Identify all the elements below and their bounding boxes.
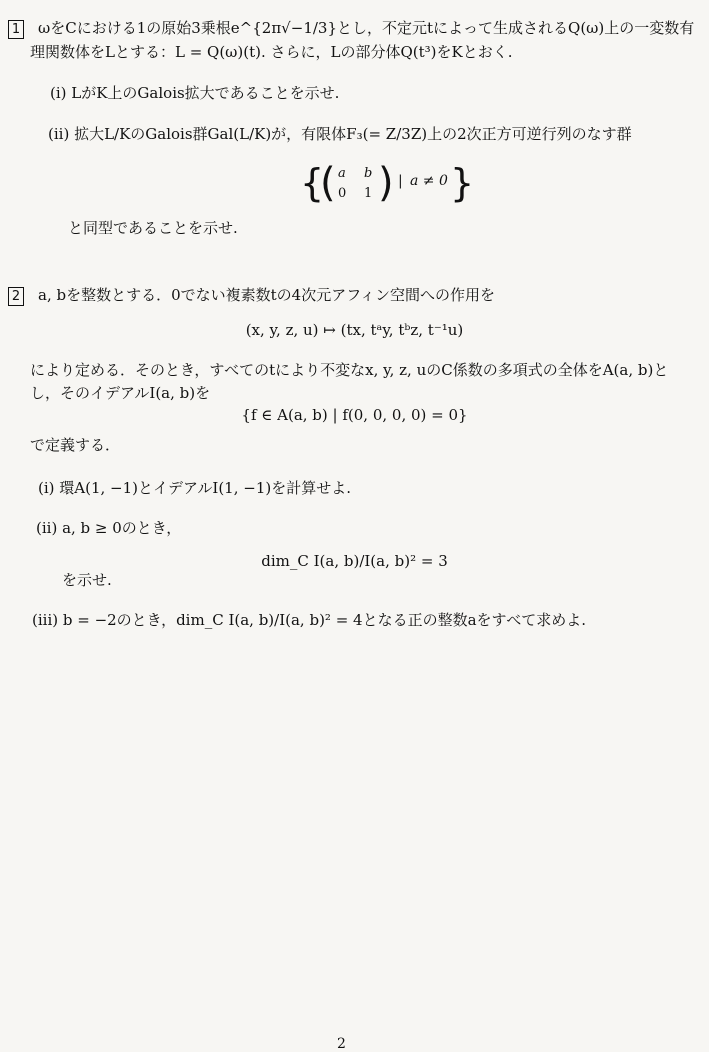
- set-condition: a ≠ 0: [410, 173, 448, 189]
- problem-1-first-line: [8, 18, 694, 39]
- matrix-entry-c: 0: [338, 186, 347, 201]
- matrix-entry-a: a: [338, 166, 346, 181]
- left-brace: {: [300, 161, 325, 205]
- problem-2-number: 2: [8, 287, 24, 306]
- problem-2-first-line: [8, 285, 495, 306]
- ideal-definition: {f ∈ A(a, b) | f(0, 0, 0, 0) = 0}: [241, 406, 468, 424]
- problem-2-statement-line-4: で定義する．: [30, 436, 121, 454]
- problem-1-part-ii: (ii) 拡大L/KのGalois群Gal(L/K)が，有限体F₃(= Z/3Z)上の2次正方可逆行列のなす群: [48, 125, 632, 143]
- problem-2-part-ii: (ii) a, b ≥ 0のとき，: [36, 519, 182, 537]
- matrix-entry-b: b: [364, 166, 373, 181]
- left-paren: (: [320, 160, 336, 206]
- problem-1-statement-line-2: 理関数体をLとする：L = Q(ω)(t). さらに，Lの部分体Q(t³)をKとおく.: [30, 43, 513, 61]
- problem-2-part-iii: (iii) b = −2のとき，dim_C I(a, b)/I(a, b)² = 4となる正の整数aをすべて求めよ.: [32, 611, 586, 629]
- action-formula: (x, y, z, u) ↦ (tx, tᵃy, tᵇz, t⁻¹u): [245, 321, 464, 339]
- right-brace: }: [450, 161, 475, 205]
- problem-1-number: 1: [8, 20, 24, 39]
- problem-2-statement-line-1: a, bを整数とする．0でない複素数tの4次元アフィン空間への作用を: [38, 286, 495, 304]
- problem-1-part-i: (i) LがK上のGalois拡大であることを示せ.: [50, 84, 340, 102]
- matrix-entry-d: 1: [364, 186, 373, 201]
- matrix-group-set: [300, 160, 475, 210]
- problem-2-statement-line-3: し，そのイデアルI(a, b)を: [30, 384, 211, 402]
- problem-1-statement-line-1: ωをCにおける1の原始3乗根e^{2π√−1/3}とし，不定元tによって生成されるQ(ω)上の一変数有: [38, 19, 695, 37]
- dimension-equation: dim_C I(a, b)/I(a, b)² = 3: [261, 552, 448, 570]
- page-number: 2: [337, 1036, 346, 1052]
- problem-1-part-ii-end: と同型であることを示せ.: [68, 219, 238, 237]
- problem-2-part-ii-end: を示せ.: [62, 571, 112, 589]
- right-paren: ): [378, 160, 394, 206]
- problem-2-part-i: (i) 環A(1, −1)とイデアルI(1, −1)を計算せよ.: [38, 479, 351, 497]
- problem-2-statement-line-2: により定める．そのとき，すべてのtにより不変なx, y, z, uのC係数の多項式の全体をA(a, b)と: [30, 361, 669, 379]
- set-separator: |: [398, 173, 403, 189]
